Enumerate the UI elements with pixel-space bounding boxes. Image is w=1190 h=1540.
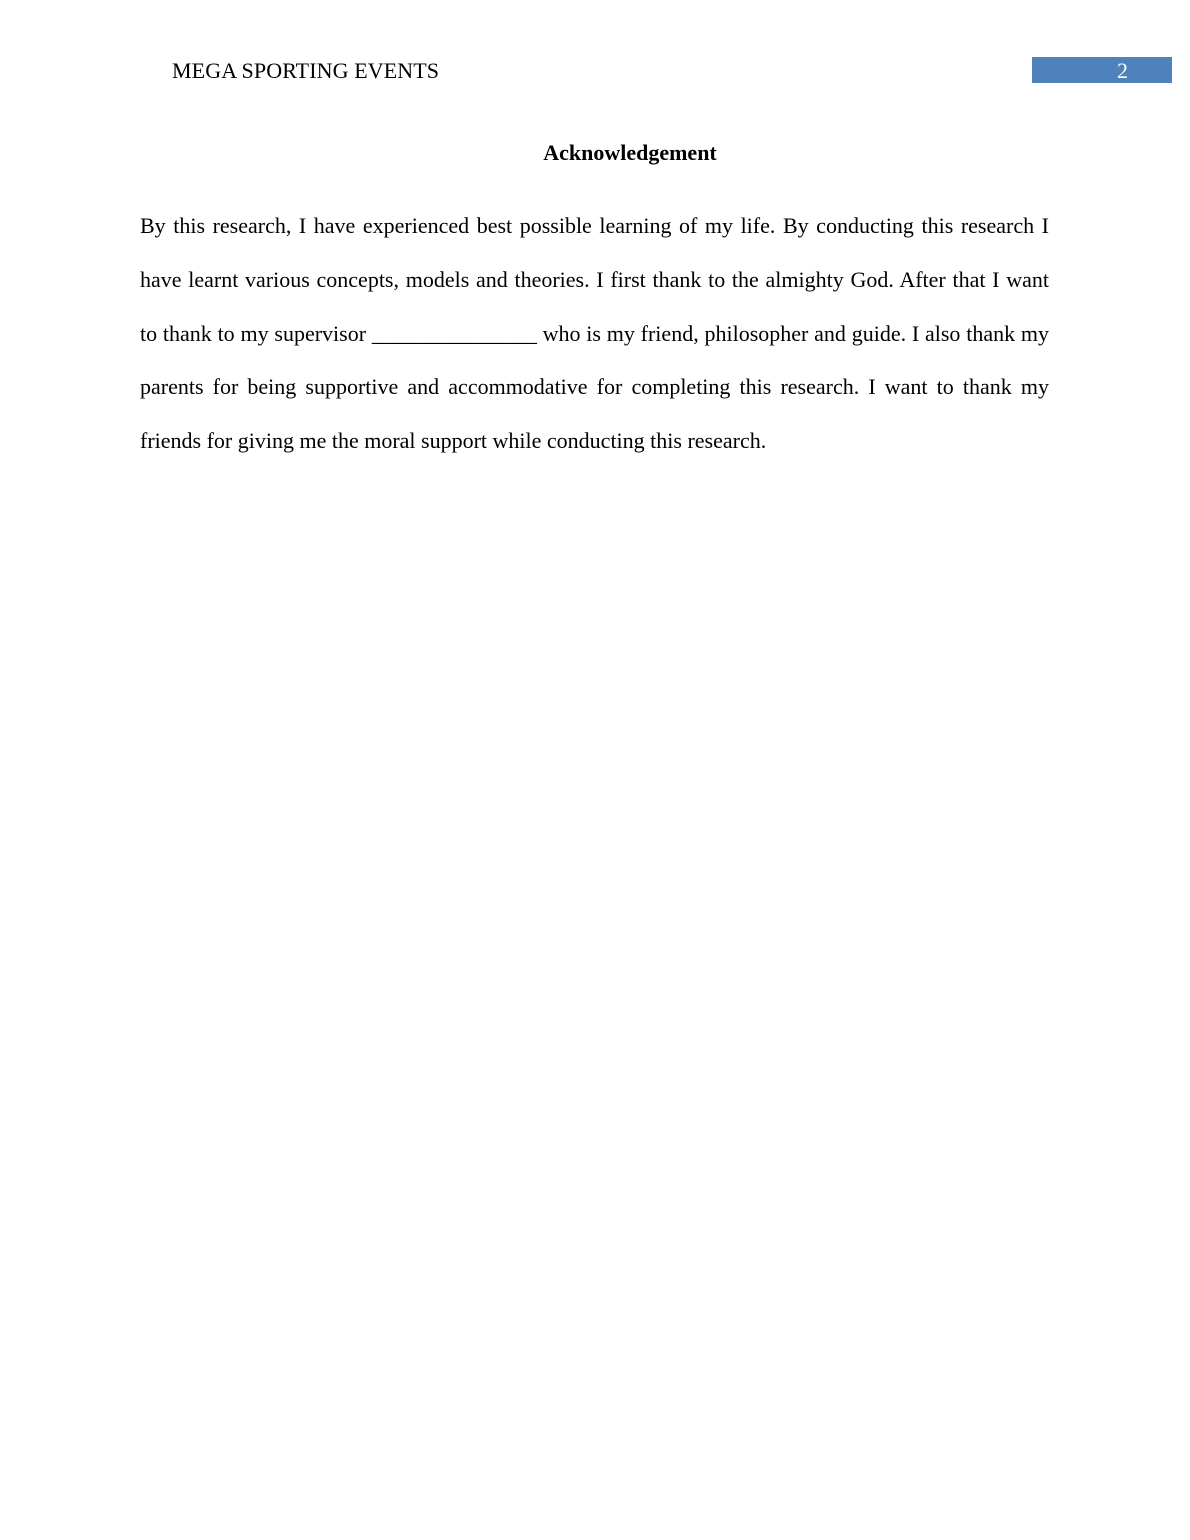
section-heading: Acknowledgement: [543, 140, 717, 165]
acknowledgement-paragraph: By this research, I have experienced best possible learning of my life. By conducting this research I have learnt various concepts, models and theories. I first thank to the almighty God. After that I want to thank to my supervisor _______________ who is my friend, philosopher and guide. I also thank my parents for being supportive and accommodative for completing this research. I want to thank my friends for giving me the moral support while conducting this research.: [140, 213, 1049, 454]
page-number-box: [1032, 57, 1172, 83]
running-head: MEGA SPORTING EVENTS: [172, 58, 440, 83]
page-number: 2: [1117, 58, 1128, 83]
